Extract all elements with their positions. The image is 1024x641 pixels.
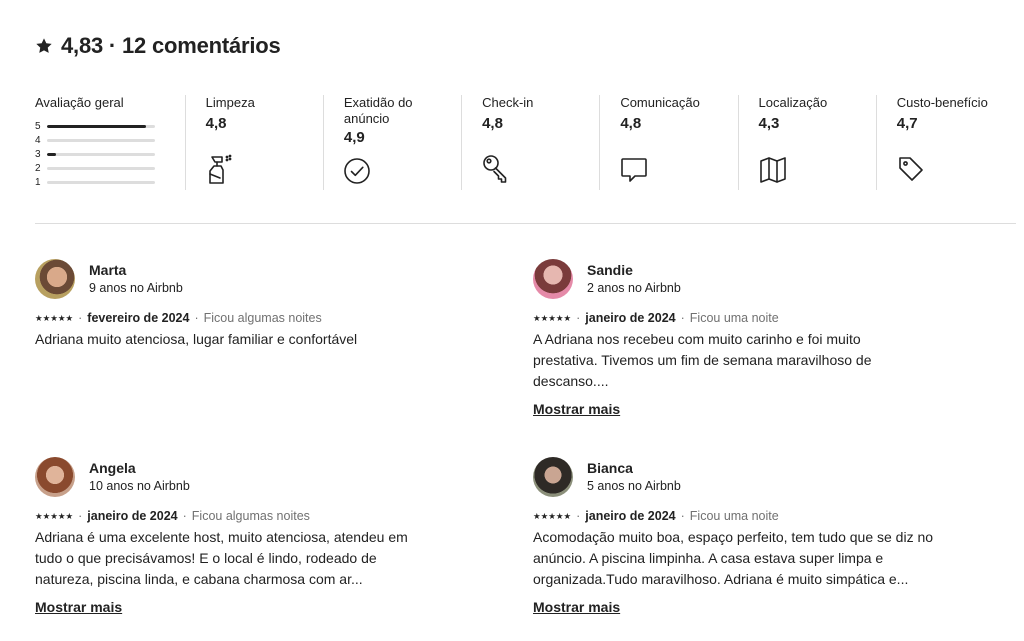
- rating-bar-number: 5: [35, 120, 41, 132]
- separator-dot: ·: [78, 509, 83, 523]
- review-text: Adriana muito atenciosa, lugar familiar e confortável: [35, 331, 358, 347]
- separator-dot: ·: [576, 509, 581, 523]
- rating-stars: ★★★★★: [35, 312, 74, 323]
- reviewer-membership: 5 anos no Airbnb: [587, 479, 681, 493]
- avatar[interactable]: [35, 457, 75, 497]
- review-meta: [533, 311, 893, 325]
- avatar[interactable]: [533, 457, 573, 497]
- category-value: 4,9: [343, 129, 365, 146]
- chat-bubble-icon: [620, 153, 648, 185]
- reviewer-name[interactable]: Sandie: [587, 262, 633, 278]
- category-label: Limpeza: [205, 95, 255, 110]
- review-date: fevereiro de 2024: [87, 311, 190, 325]
- key-icon: [482, 153, 510, 185]
- stay-length: Ficou uma noite: [689, 311, 779, 325]
- category-value: 4,8: [482, 115, 503, 132]
- star-icon: [35, 37, 53, 55]
- rating-categories: [35, 95, 1014, 190]
- separator-dot: ·: [576, 311, 581, 325]
- reviews-header: [35, 33, 281, 59]
- spray-bottle-icon: [206, 153, 234, 185]
- review-header: [35, 457, 435, 497]
- reviews-title: 4,83 · 12 comentários: [61, 33, 281, 58]
- rating-bar-number: 1: [35, 176, 41, 188]
- review-text: Acomodação muito boa, espaço perfeito, tem tudo que se diz no anúncio. A piscina limpinha. A casa estava super limpa e organizada.Tudo maravilhoso. Adriana é muito simpática e...: [533, 529, 934, 587]
- map-icon: [759, 153, 787, 185]
- rating-bar-track: [47, 125, 155, 128]
- reviewer-name[interactable]: Angela: [89, 460, 136, 476]
- category-value-for-money: [876, 95, 1014, 190]
- review-header: [533, 259, 893, 299]
- overall-rating: [35, 95, 185, 190]
- show-more-link[interactable]: Mostrar mais: [533, 401, 621, 417]
- review-card: [533, 457, 943, 617]
- rating-bar-row: [35, 119, 185, 133]
- review-meta: [35, 509, 435, 523]
- rating-stars: ★★★★★: [533, 510, 572, 521]
- rating-bar-fill: [47, 125, 146, 128]
- separator-dot: ·: [182, 509, 187, 523]
- review-date: janeiro de 2024: [585, 509, 676, 523]
- reviewer-membership: 2 anos no Airbnb: [587, 281, 681, 295]
- rating-bar-number: 4: [35, 134, 41, 146]
- category-label: Check-in: [482, 95, 534, 110]
- review-meta: [533, 509, 943, 523]
- rating-bar-number: 2: [35, 162, 41, 174]
- stay-length: Ficou algumas noites: [191, 509, 310, 523]
- separator-dot: ·: [680, 509, 685, 523]
- category-label: Custo-benefício: [896, 95, 988, 110]
- tag-icon: [897, 153, 925, 185]
- category-communication: [599, 95, 737, 190]
- section-divider: [35, 223, 1016, 224]
- rating-bar-number: 3: [35, 148, 41, 160]
- review-header: [533, 457, 943, 497]
- category-value: 4,8: [620, 115, 642, 132]
- reviewer-name[interactable]: Bianca: [587, 460, 633, 476]
- rating-bar-track: [47, 153, 155, 156]
- category-accuracy: [323, 95, 461, 190]
- avatar[interactable]: [35, 259, 75, 299]
- check-circle-icon: [344, 155, 372, 187]
- rating-bar-row: [35, 161, 185, 175]
- review-text: A Adriana nos recebeu com muito carinho e foi muito prestativa. Tivemos um fim de semana maravilhoso de descanso....: [533, 331, 872, 389]
- separator-dot: ·: [78, 311, 83, 325]
- show-more-link[interactable]: Mostrar mais: [35, 599, 123, 615]
- separator-dot: ·: [680, 311, 685, 325]
- separator-dot: ·: [194, 311, 199, 325]
- show-more-link[interactable]: Mostrar mais: [533, 599, 621, 615]
- category-value: 4,7: [896, 115, 918, 132]
- stay-length: Ficou uma noite: [689, 509, 779, 523]
- category-label: Comunicação: [620, 95, 700, 110]
- rating-bar-track: [47, 181, 155, 184]
- category-checkin: [461, 95, 599, 190]
- category-value: 4,3: [758, 115, 780, 132]
- category-label: Exatidão do anúncio: [343, 95, 413, 126]
- rating-bar-row: [35, 147, 185, 161]
- category-cleanliness: [185, 95, 323, 190]
- review-date: janeiro de 2024: [87, 509, 178, 523]
- review-card: [35, 259, 465, 350]
- review-card: [533, 259, 893, 419]
- rating-bar-fill: [47, 153, 56, 156]
- category-location: [738, 95, 876, 190]
- reviewer-membership: 9 anos no Airbnb: [89, 281, 183, 295]
- rating-stars: ★★★★★: [35, 510, 74, 521]
- rating-bar-track: [47, 139, 155, 142]
- rating-distribution: [35, 119, 185, 189]
- rating-bar-row: [35, 133, 185, 147]
- review-date: janeiro de 2024: [585, 311, 676, 325]
- category-value: 4,8: [205, 115, 227, 132]
- review-card: [35, 457, 435, 617]
- rating-bar-track: [47, 167, 155, 170]
- stay-length: Ficou algumas noites: [203, 311, 322, 325]
- rating-stars: ★★★★★: [533, 312, 572, 323]
- reviewer-membership: 10 anos no Airbnb: [89, 479, 190, 493]
- reviewer-name[interactable]: Marta: [89, 262, 127, 278]
- review-meta: [35, 311, 465, 325]
- overall-rating-label: Avaliação geral: [35, 95, 124, 110]
- category-label: Localização: [758, 95, 828, 110]
- review-header: [35, 259, 465, 299]
- review-text: Adriana é uma excelente host, muito atenciosa, atendeu em tudo o que precisávamos! E o local é lindo, rodeado de natureza, piscina linda, e cabana charmosa com ar...: [35, 529, 408, 587]
- avatar[interactable]: [533, 259, 573, 299]
- rating-bar-row: [35, 175, 185, 189]
